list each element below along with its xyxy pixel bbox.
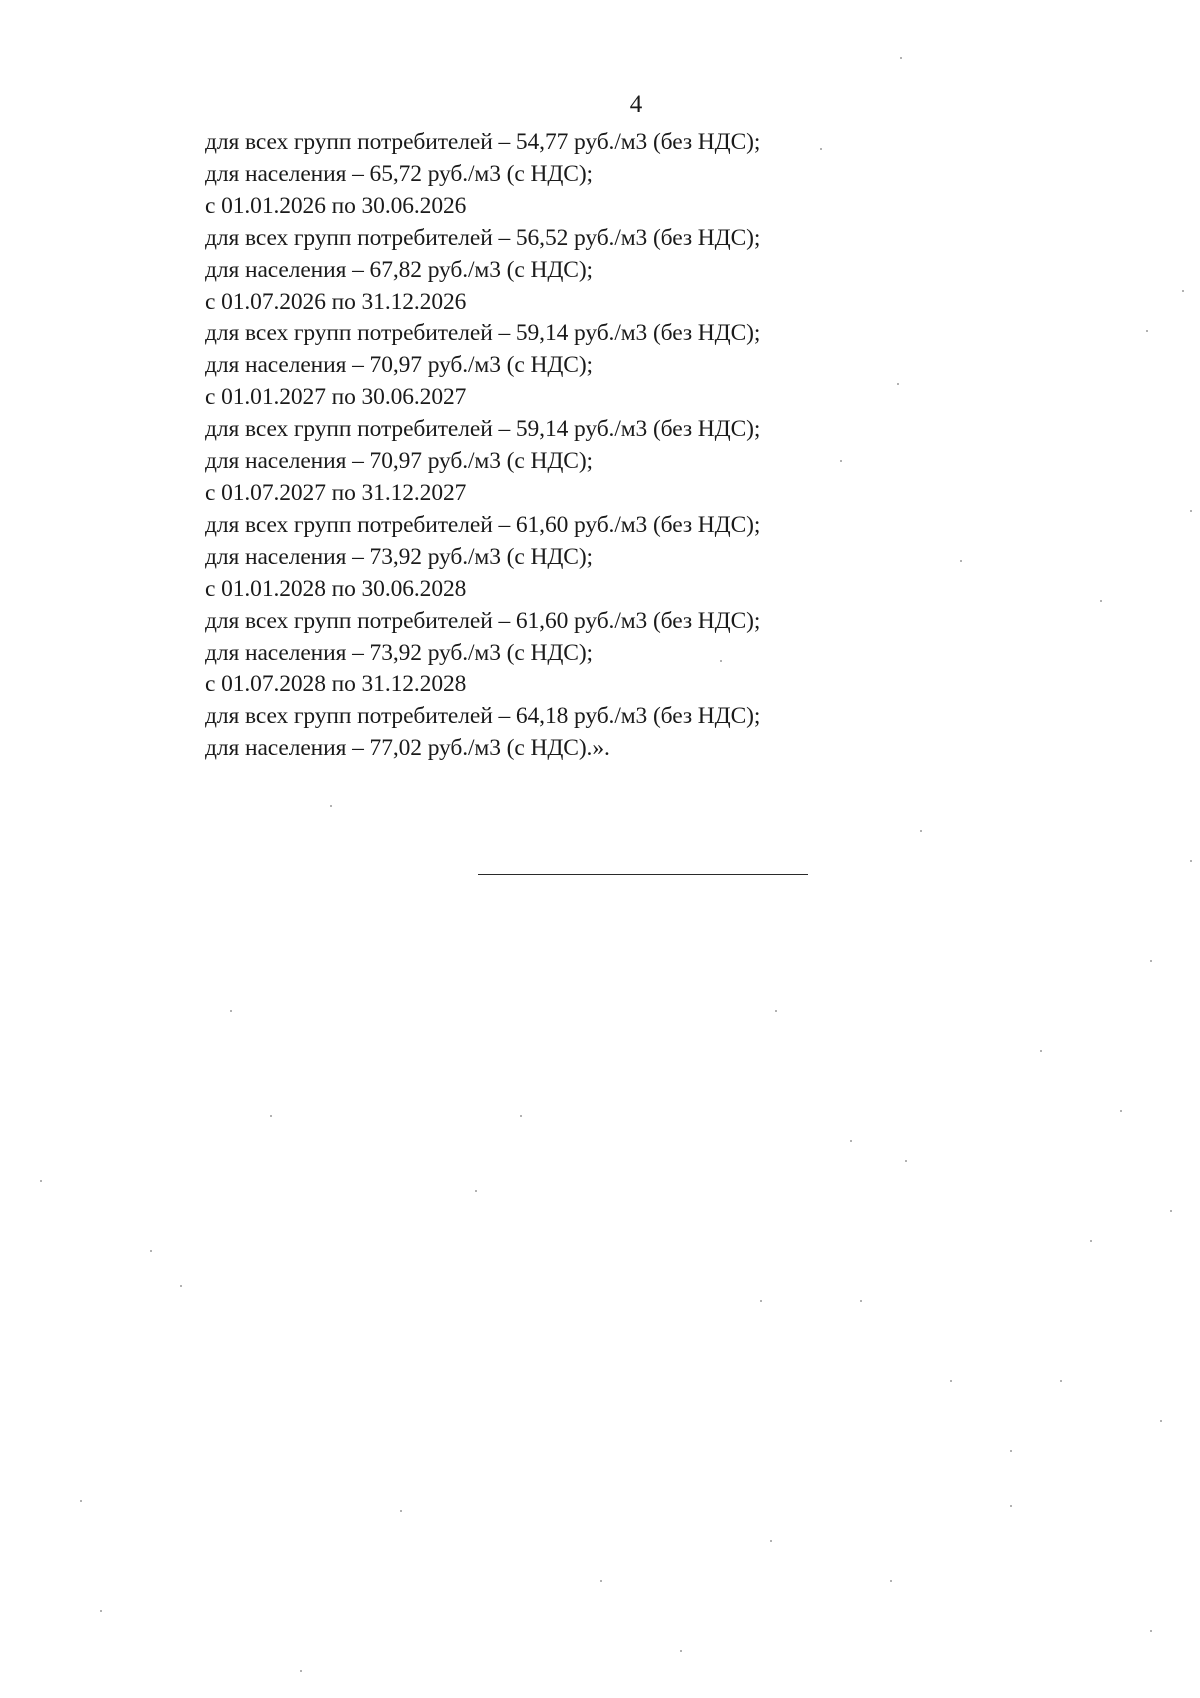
scan-speck	[850, 1140, 852, 1142]
scan-speck	[600, 1580, 602, 1582]
scan-speck	[840, 460, 842, 462]
scan-speck	[1090, 1240, 1092, 1242]
text-line: для всех групп потребителей – 64,18 руб./м3 (без НДС);	[205, 703, 761, 730]
scan-speck	[475, 1190, 477, 1192]
text-line: для населения – 77,02 руб./м3 (с НДС).».	[205, 735, 610, 762]
scan-speck	[1190, 510, 1192, 512]
text-line: для населения – 73,92 руб./м3 (с НДС);	[205, 543, 593, 570]
scan-speck	[40, 1180, 42, 1182]
scan-speck	[230, 1010, 232, 1012]
scan-speck	[300, 1670, 302, 1672]
scan-speck	[960, 560, 962, 562]
scan-speck	[150, 1250, 152, 1252]
text-line: для населения – 70,97 руб./м3 (с НДС);	[205, 448, 593, 475]
text-line: для населения – 73,92 руб./м3 (с НДС);	[205, 639, 593, 666]
scan-speck	[897, 383, 899, 385]
scan-speck	[1120, 1110, 1122, 1112]
scan-speck	[1100, 600, 1102, 602]
scan-speck	[180, 1285, 182, 1287]
scan-speck	[1146, 330, 1148, 332]
scan-speck	[770, 1540, 772, 1542]
text-line: с 01.07.2028 по 31.12.2028	[205, 671, 467, 698]
text-line: для населения – 67,82 руб./м3 (с НДС);	[205, 256, 593, 283]
text-line: для всех групп потребителей – 59,14 руб./м3 (без НДС);	[205, 320, 761, 347]
scan-speck	[920, 830, 922, 832]
scan-speck	[860, 1300, 862, 1302]
text-line: с 01.07.2026 по 31.12.2026	[205, 288, 467, 315]
scan-speck	[1040, 1050, 1042, 1052]
text-line: для населения – 70,97 руб./м3 (с НДС);	[205, 352, 593, 379]
text-line: с 01.01.2026 по 30.06.2026	[205, 192, 467, 219]
text-line: для всех групп потребителей – 61,60 руб./м3 (без НДС);	[205, 511, 761, 538]
scan-speck	[905, 1160, 907, 1162]
scan-speck	[1160, 1420, 1162, 1422]
scan-speck	[950, 1380, 952, 1382]
page-number: 4	[629, 91, 643, 118]
scan-speck	[80, 1500, 82, 1502]
scan-speck	[520, 1115, 522, 1117]
text-line: для всех групп потребителей – 61,60 руб./м3 (без НДС);	[205, 607, 761, 634]
scan-speck	[1150, 960, 1152, 962]
scan-speck	[820, 148, 822, 150]
scan-speck	[1190, 860, 1192, 862]
scan-speck	[400, 1510, 402, 1512]
tariff-text-block	[205, 127, 925, 765]
scan-speck	[1010, 1505, 1012, 1507]
closing-separator-line	[478, 874, 808, 875]
scan-speck	[1060, 1380, 1062, 1382]
text-line: для всех групп потребителей – 56,52 руб./м3 (без НДС);	[205, 224, 761, 251]
text-line: для всех групп потребителей – 59,14 руб./м3 (без НДС);	[205, 416, 761, 443]
scan-speck	[330, 805, 332, 807]
text-line: с 01.07.2027 по 31.12.2027	[205, 479, 467, 506]
scan-speck	[900, 57, 902, 59]
text-line: для населения – 65,72 руб./м3 (с НДС);	[205, 160, 593, 187]
scan-speck	[1150, 1630, 1152, 1632]
scan-speck	[1182, 290, 1184, 292]
scan-speck	[760, 1300, 762, 1302]
scan-speck	[100, 1610, 102, 1612]
scan-speck	[720, 660, 722, 662]
scan-speck	[890, 1580, 892, 1582]
text-line: с 01.01.2028 по 30.06.2028	[205, 575, 467, 602]
text-line: для всех групп потребителей – 54,77 руб./м3 (без НДС);	[205, 129, 761, 155]
scan-speck	[270, 1115, 272, 1117]
text-line: с 01.01.2027 по 30.06.2027	[205, 384, 467, 411]
scan-speck	[1170, 1210, 1172, 1212]
scan-speck	[680, 1650, 682, 1652]
scan-speck	[775, 1010, 777, 1012]
scan-speck	[1010, 1450, 1012, 1452]
